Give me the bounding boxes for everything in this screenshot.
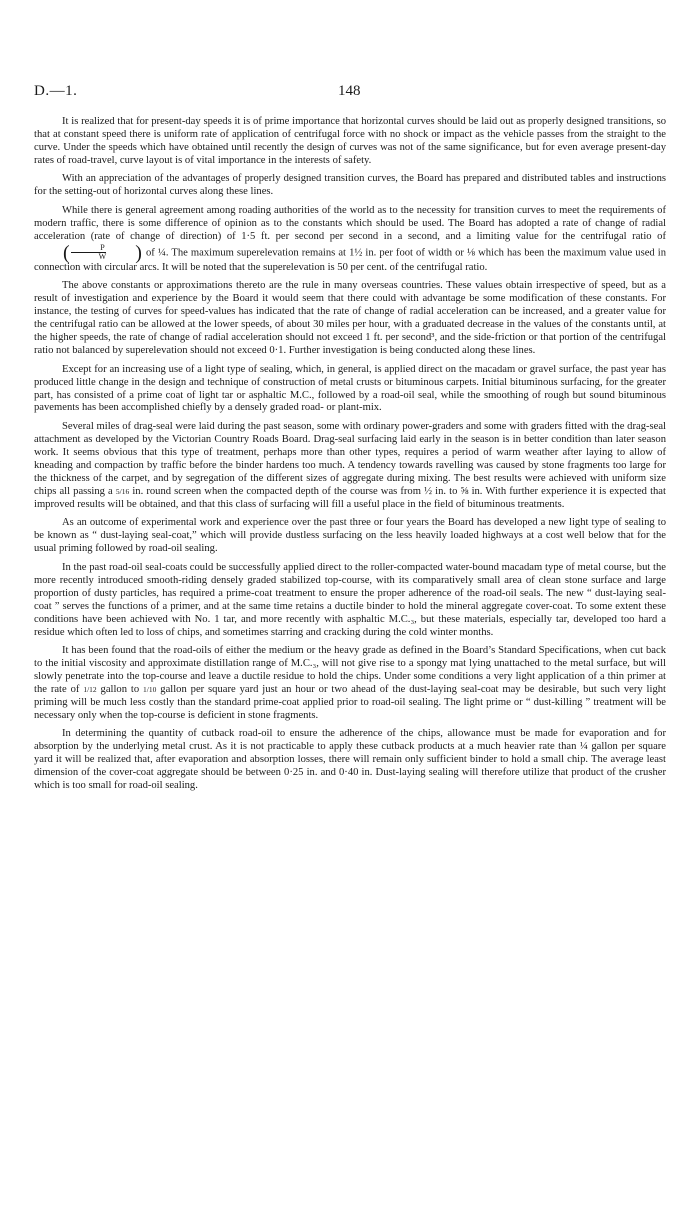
paragraph-cutback-quantity [34, 728, 666, 793]
document-reference: D.—1. [34, 83, 78, 99]
document-body [34, 116, 666, 799]
text-run: While there is general agreement among roading authorities of the world as to the necessity for transition curves to meet the requirements of modern traffic, there is some difference of opinion as to the constants which should be used. The Board has adopted a rate of change of radial acceleration (rate of change of direction) of 1·5 ft. per second per second in a second, and a limiting value for the centrifugal ratio of [34, 204, 666, 242]
text-run: Several miles of drag-seal were laid during the past season, some with ordinary power-graders and some with graders fitted with the drag-seal attachment as developed by the Victorian Country Roads Board. Drag-seal surfacing laid early in the season is in better condition than later season work. It seems obvious that this type of treatment, perhaps more than other types, requires a period of warm weather after laying to allow of kneading and compaction by traffic before the binder hardens too much. A tendency towards ravelling was caused by stone fragments too large for the thickness of the carpet, and by segregation of the different sizes of aggregate during mixing. The best results were achieved with uniform size chips all passing a [34, 421, 666, 497]
paragraph-road-oil-grades [34, 645, 666, 723]
text-run: of [145, 247, 155, 259]
paragraph-drag-seal [34, 421, 666, 512]
text-run: gallon per square yard it will be realized that, after evaporation and absorption losses, there will remain only sufficient binder to hold a small chip. The average least dimension of the cover-coat aggregate should be between 0·25 in. and 0·40 in. Dust-laying sealing will therefore utilize that product of the crusher which is too small for road-oil sealing. [34, 741, 667, 792]
page-number: 148 [338, 83, 361, 99]
paragraph-road-oil-seal-coats: In the past road-oil seal-coats could be successfully applied direct to the roller-compacted water-bound macadam type of metal course, but the more recently introduced smooth-riding densely graded stabilized top-course, with its comparatively small area of clean stone surface and large proportion of dusty particles, has required a prime-coat treatment to ensure the proper adherence of the road-oil seals. The new “ dust-laying seal-coat ” serves the functions of a primer, and at the same time retains a ductile binder to hold the mineral aggregate cover-coat. To some extent these conditions have been achieved with No. 1 tar, and more recently with asphaltic M.C.₃, but these materials, especially tar, developed too hard a residue which often led to loss of chips, and sometimes starring and cracking during the cold winter months. [34, 561, 666, 638]
fraction: 1/12 [83, 684, 97, 694]
fraction: ⅛ [467, 247, 475, 259]
fraction: 1/10 [143, 684, 157, 694]
text-run: gallon to [100, 683, 140, 695]
text-run: in. round screen when the compacted depth of the course was from [132, 485, 421, 497]
text-run: which has been the maximum value used in connection with circular arcs. It will be noted that the superelevation is 50 per cent. of the centrifugal ratio. [34, 247, 667, 273]
fraction: ¼ [157, 247, 166, 259]
fraction: 5/16 [115, 486, 130, 496]
fraction: ¼ [579, 741, 588, 753]
paragraph-curves-importance: It is realized that for present-day speeds it is of prime importance that horizontal curves should be laid out as properly designed transitions, so that at constant speed there is uniform rate of application of centrifugal force with no shock or impact as the vehicle passes from the straight to the curve. Under the speeds which have obtained until recently the design of curves was not of the same significance, but for even average present-day rates of road-travel, curve layout is of vital importance in the interests of safety. [34, 116, 666, 166]
text-run: In determining the quantity of cutback road-oil to ensure the adherence of the chips, allowance must be made for evaporation and for absorption by the underlying metal crust. As it is not practicable to apply these cutback products at a much heavier rate than [34, 728, 666, 753]
centrifugal-ratio-formula: ( $\frac{P}{W}$ ) [63, 241, 142, 264]
formula-denominator: W [98, 252, 107, 262]
text-run: . The maximum superelevation remains at 1½ in. per foot of width or [165, 247, 464, 259]
text-run: gallon per square yard just an hour or two ahead of the dust-laying seal-coat may be desirable, but such very light priming will be much less costly than the standard prime-coat applied prior to road-oil sealing. The light prime or “ dust-killing ” treatment will be necessary only when the top-course is deficient in stone fragments. [34, 683, 666, 721]
formula-numerator: P [71, 244, 105, 253]
paragraph-light-sealing: Except for an increasing use of a light type of sealing, which, in general, is applied direct on the macadam or gravel surface, the past year has produced little change in the design and technique of construction of metal crusts or bituminous carpets. Initial bituminous surfacing, for the greater part, has consisted of a prime coat of light tar or asphaltic M.C., followed by a road-oil seal, while the smoothing of rough but sound bituminous pavements has been accomplished chiefly by a densely graded road- or plant-mix. [34, 363, 666, 414]
text-run: It has been found that the road-oils of either the medium or the heavy grade as defined in the Board’s Standard Specifications, when cut back to the initial viscosity and approximate distillation range of M.C.₃, will not give rise to a spongy mat lying unattached to the metal surface, but will slowly penetrate into the top-course and leave a ductile residue to hold the chips. Under some conditions a very light application of a thin primer at the rate of [34, 645, 666, 695]
paragraph-transition-tables: With an appreciation of the advantages of properly designed transition curves, the Board has prepared and distributed tables and instructions for the setting-out of horizontal curves along these lines. [34, 173, 666, 198]
paragraph-dust-laying-intro: As an outcome of experimental work and experience over the past three or four years the Board has developed a new light type of sealing to be known as “ dust-laying seal-coat,” which will provide dustless surfacing on the less heavily loaded highways at a cost well below that for the usual priming followed by road-oil sealing. [34, 517, 666, 555]
paragraph-constants [34, 205, 666, 275]
paragraph-overseas-constants: The above constants or approximations thereto are the rule in many overseas countries. These values obtain irrespective of speed, but as a result of investigation and experience by the Board it would seem that there could with advantage be some modification of these constants. For instance, the testing of curves for speed-values has indicated that the rate of change of radial acceleration can be increased, and a greater value for the centrifugal ratio can be allowed at the lower speeds, of about 30 miles per hour, with a graduated decrease in the values of the constants until, at the higher speeds, the rate of change of radial acceleration should not exceed 1 ft. per second³, and the side-friction or that portion of the centrifugal ratio not balanced by superelevation should not exceed 0·1. Further investigation is being conducted along these lines. [34, 280, 666, 357]
text-run: in. to [435, 485, 458, 497]
fraction: ⅝ [460, 485, 469, 497]
fraction: ½ [424, 485, 433, 497]
text-run: in. With further experience it is expected that improved results will be obtained, and that this class of surfacing will fill a useful place in the field of bituminous treatments. [34, 485, 666, 510]
